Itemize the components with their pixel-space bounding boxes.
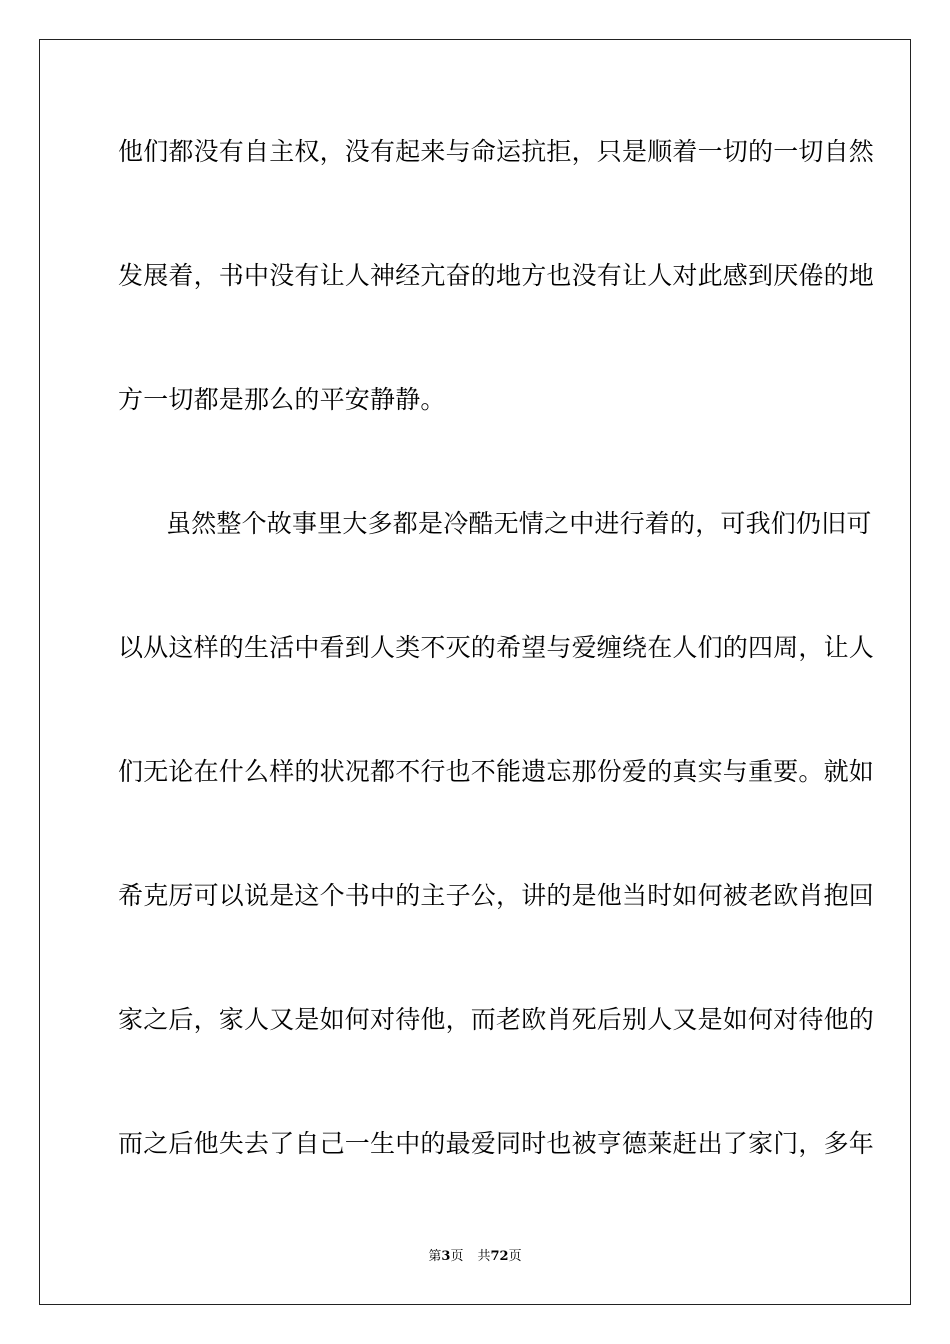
text-line: 家之后，家人又是如何对待他，而老欧肖死后别人又是如何对待他的 — [118, 1005, 875, 1034]
text-line: 他们都没有自主权，没有起来与命运抗拒，只是顺着一切的一切自然 — [118, 137, 875, 166]
text-line: 方一切都是那么的平安静静。 — [118, 385, 446, 414]
page-prefix: 第 — [428, 1249, 442, 1264]
page-suffix: 页 — [450, 1249, 464, 1264]
paragraph-first-line: 虽然整个故事里大多都是冷酷无情之中进行着的，可我们仍旧可 — [166, 509, 872, 538]
text-line: 而之后他失去了自己一生中的最爱同时也被亨德莱赶出了家门，多年 — [118, 1129, 875, 1158]
page-footer — [0, 1249, 950, 1265]
total-pages: 72 — [490, 1249, 509, 1264]
text-line: 以从这样的生活中看到人类不灭的希望与爱缠绕在人们的四周，让人 — [118, 633, 875, 662]
page-number: 3 — [441, 1249, 451, 1264]
total-prefix: 共 — [477, 1249, 491, 1264]
page-border — [39, 39, 911, 1305]
total-suffix: 页 — [508, 1249, 522, 1264]
text-line: 们无论在什么样的状况都不行也不能遗忘那份爱的真实与重要。就如 — [118, 757, 875, 786]
text-line: 希克厉可以说是这个书中的主子公，讲的是他当时如何被老欧肖抱回 — [118, 881, 875, 910]
text-line: 发展着，书中没有让人神经亢奋的地方也没有让人对此感到厌倦的地 — [118, 261, 875, 290]
